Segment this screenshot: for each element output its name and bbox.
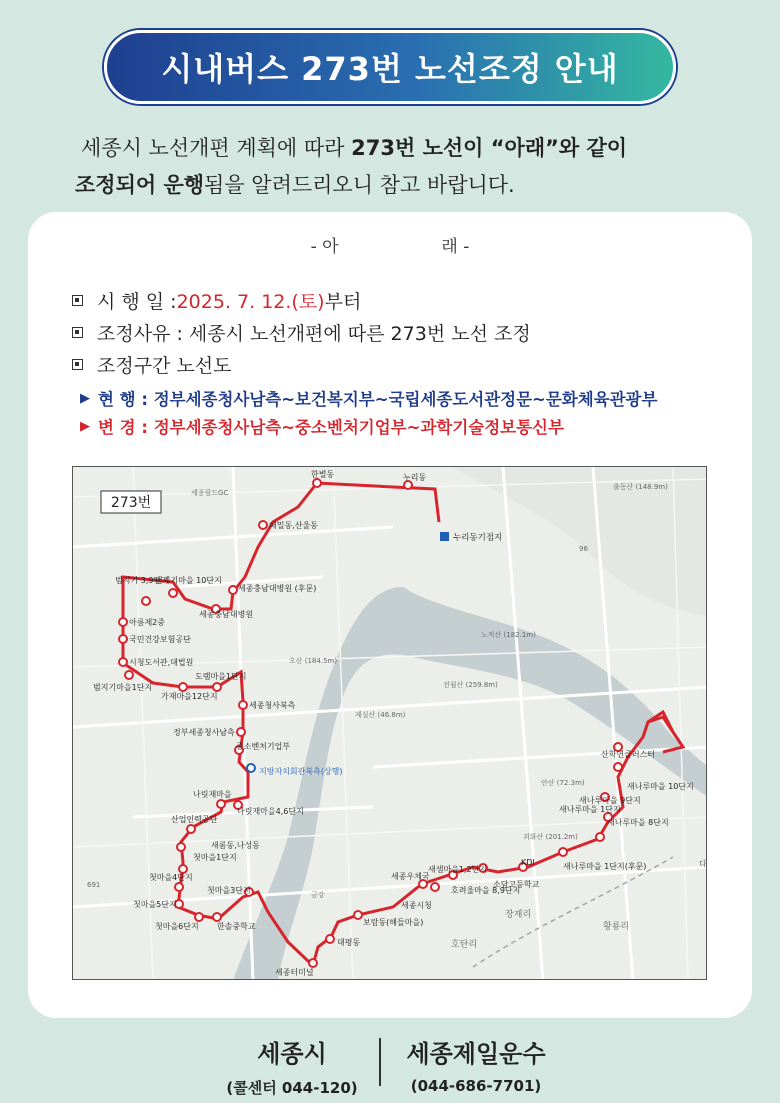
current-route-text: 현 행 : 정부세종청사남측~보건복지부~국립세종도서관정문~문화체육관광부	[98, 390, 658, 409]
route-stop	[559, 848, 567, 856]
stop-label: 중소벤처기업부	[236, 742, 291, 751]
item-date-label: 시 행 일 :	[97, 291, 177, 313]
stop-label: 범지기마을1단지	[93, 683, 153, 692]
intro-line1-b: 273번 노선이 “아래”와 같이	[351, 136, 628, 160]
stop-label: 세종청사북측	[249, 701, 296, 710]
item-date-value: 2025. 7. 12.(토)	[176, 291, 325, 313]
bus-terminal-icon	[440, 532, 449, 541]
item-section-text: 조정구간 노선도	[97, 355, 232, 377]
place-label: 호탄리	[451, 940, 478, 950]
stop-label: 국민건강보험공단	[129, 635, 191, 644]
stop-label: 해밀동,산울동	[269, 521, 318, 530]
route-stop	[179, 683, 187, 691]
stop-label: 첫마을1단지	[193, 853, 237, 862]
stop-label: 나릿재마을	[193, 790, 232, 799]
place-label: 출동산 (148.9m)	[613, 483, 668, 491]
intro-line2-b: 됨을 알려드리오니 참고 바랍니다.	[204, 173, 515, 197]
stop-label: 한솔중학교	[217, 922, 256, 931]
stop-label: 시청도서관,대법원	[129, 658, 194, 667]
stop-label: 산학연클러스터	[601, 750, 656, 759]
footer-right-name: 세종제일운수	[406, 1040, 546, 1068]
route-stop	[614, 763, 622, 771]
stop-label: 새롬동,나성동	[211, 841, 260, 850]
route-stop	[309, 959, 317, 967]
route-stop	[195, 913, 203, 921]
route-stop	[313, 479, 321, 487]
stop-label: 새나루마을 10단지	[627, 782, 694, 791]
stop-label: 보람동(해들마을)	[363, 918, 424, 927]
route-stop	[419, 880, 427, 888]
triangle-right-icon: ▶	[80, 390, 90, 406]
triangle-right-icon: ▶	[80, 418, 90, 434]
route-map	[72, 466, 707, 980]
route-stop	[404, 481, 412, 489]
stop-label: 세종시청	[401, 901, 432, 910]
stop-label: 나릿재마을4,6단지	[237, 807, 304, 816]
place-label: 황룡리	[603, 922, 630, 932]
footer-left-phone: (콜센터 044-120)	[226, 1079, 358, 1097]
route-stop	[354, 911, 362, 919]
intro-text	[75, 130, 735, 204]
stop-label: 새나루마을 9단지	[579, 796, 641, 805]
place-label: 691	[87, 881, 101, 889]
place-label: 대	[699, 860, 708, 870]
route-stop	[169, 589, 177, 597]
route-stop	[217, 800, 225, 808]
place-label: 장재리	[505, 910, 532, 920]
stop-label: 호려울마을 8,9단지	[451, 886, 521, 895]
route-stop	[119, 635, 127, 643]
stop-label: 누리동	[403, 473, 427, 482]
place-label: 96	[579, 545, 588, 553]
stop-label: 세종충남대병원	[199, 610, 254, 619]
stop-label: 새나루마을 1단지	[559, 805, 621, 814]
stop-label: 아름제2중	[129, 618, 166, 627]
place-label: 안산 (72.3m)	[541, 779, 585, 787]
route-stop	[237, 728, 245, 736]
route-stop	[229, 586, 237, 594]
footer-left-name: 세종시	[257, 1040, 327, 1068]
route-stop	[259, 521, 267, 529]
item-date	[72, 287, 361, 314]
intro-line1-a: 세종시 노선개편 계획에 따라	[81, 136, 352, 160]
stop-label: KDI	[521, 858, 535, 867]
changed-route-text: 변 경 : 정부세종청사남측~중소벤처기업부~과학기술정보통신부	[98, 418, 564, 437]
stop-label: 도램마을1단지	[195, 672, 247, 681]
transfer-stop-icon	[247, 764, 255, 772]
ahrae-left: - 아	[310, 237, 339, 257]
route-stop	[213, 913, 221, 921]
title-banner	[104, 30, 676, 104]
route-label: 273번	[110, 495, 152, 511]
item-reason	[72, 319, 531, 346]
route-stop	[119, 658, 127, 666]
stop-label: 첫마을5단지	[133, 900, 177, 909]
route-stop	[213, 683, 221, 691]
page-title: 시내버스 273번 노선조정 안내	[161, 50, 619, 88]
stop-label: 첫마을3단지	[207, 886, 251, 895]
stop-label: 세종터미널	[275, 968, 314, 977]
stop-label: 지방자치회관북측(상행)	[259, 767, 343, 776]
stop-label: 첫마을6단지	[155, 922, 199, 931]
stop-label: 범지기마을 10단지	[155, 576, 222, 585]
place-label: 노적산 (182.1m)	[481, 631, 536, 639]
stop-label: 새샘마을1,2단지	[428, 865, 488, 874]
stop-label: 한별동	[311, 470, 335, 479]
place-label: 금강	[311, 891, 325, 899]
route-stop	[179, 865, 187, 873]
place-label: 제실산 (46.8m)	[355, 711, 406, 719]
item-date-tail: 부터	[324, 291, 362, 313]
route-stop	[187, 825, 195, 833]
route-stop	[119, 618, 127, 626]
stop-label: 새나루마을 8단지	[607, 818, 669, 827]
stop-label: 소담고등학교	[493, 880, 540, 889]
square-bullet-icon	[72, 327, 83, 338]
ahrae-heading	[0, 232, 780, 257]
route-stop	[431, 883, 439, 891]
stop-label: 정부세종청사남측	[173, 728, 235, 737]
place-label: 전월산 (259.8m)	[443, 681, 498, 689]
footer-right	[386, 1034, 566, 1095]
intro-line2-a: 조정되어 운행	[75, 173, 205, 197]
square-bullet-icon	[72, 295, 83, 306]
terminal-label: 누리동기점지	[453, 533, 503, 543]
footer-right-phone: (044-686-7701)	[410, 1077, 542, 1095]
stop-label: 범지기 3,9단지	[115, 576, 169, 585]
stop-label: 새나루마을 1단지(후문)	[563, 862, 647, 871]
place-label: 괴화산 (201.2m)	[523, 833, 578, 841]
place-label: 오산 (184.5m)	[289, 657, 338, 665]
stop-label: 가재마을12단지	[161, 692, 218, 701]
route-stop	[125, 671, 133, 679]
stop-label: 대평동	[337, 938, 361, 947]
ahrae-right: 래 -	[441, 237, 470, 257]
item-reason-text: 조정사유 : 세종시 노선개편에 따른 273번 노선 조정	[97, 323, 531, 345]
stop-label: 첫마을4단지	[149, 873, 193, 882]
stop-label: 산업인력공단	[171, 815, 218, 824]
square-bullet-icon	[72, 359, 83, 370]
stop-label: 세종우체국	[391, 872, 430, 881]
route-stop	[142, 597, 150, 605]
current-route	[80, 386, 657, 410]
route-stop	[239, 701, 247, 709]
footer-divider	[379, 1038, 381, 1086]
route-stop	[175, 883, 183, 891]
route-stop	[177, 843, 185, 851]
footer	[0, 1030, 780, 1097]
footer-left	[212, 1034, 372, 1098]
item-section	[72, 351, 232, 378]
place-label: 세종필드GC	[191, 489, 229, 497]
changed-route	[80, 414, 564, 438]
route-stop	[326, 935, 334, 943]
route-stop	[596, 833, 604, 841]
stop-label: 세종충남대병원 (후문)	[238, 584, 317, 593]
